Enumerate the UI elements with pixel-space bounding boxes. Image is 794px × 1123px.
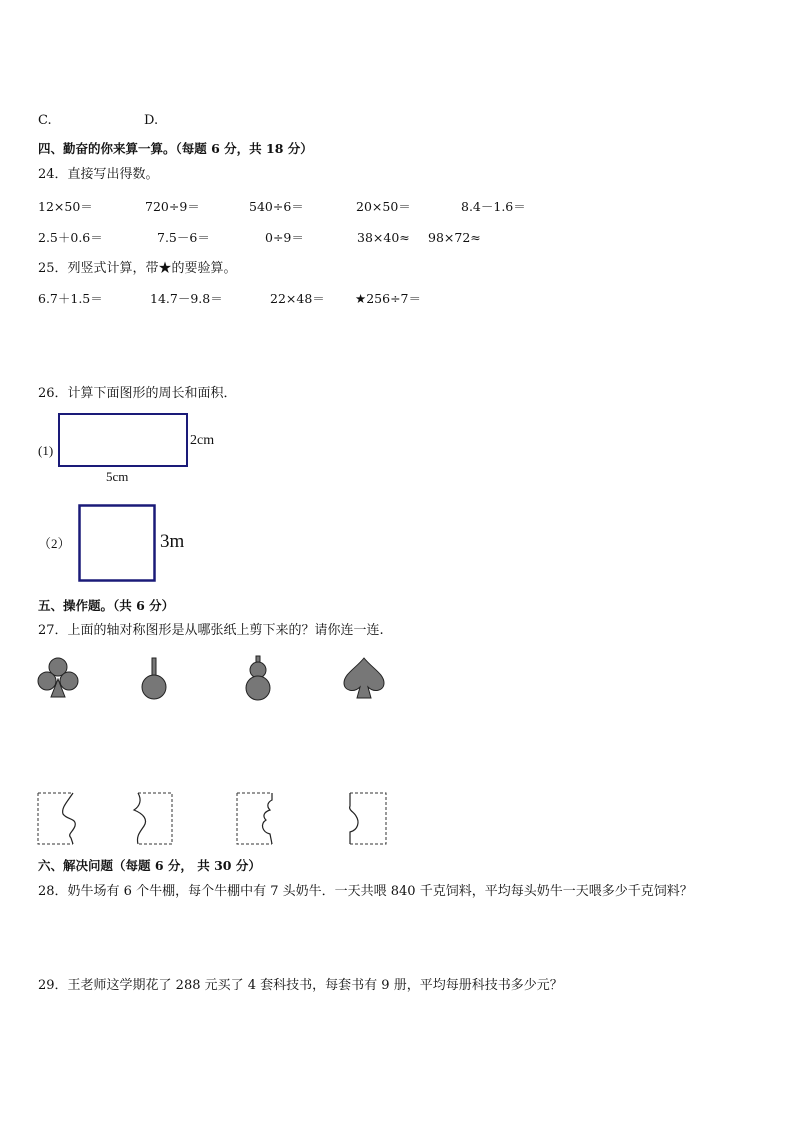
section-5-heading: 五、操作题。（共 6 分）	[38, 598, 175, 613]
option-c: C.	[38, 113, 52, 128]
rectangle-figure	[58, 413, 190, 469]
q24-item: 720÷9＝	[145, 199, 200, 214]
fig1-height-label: 2cm	[190, 433, 215, 448]
section-4-heading: 四、勤奋的你来算一算。（每题 6 分，共 18 分）	[38, 141, 313, 156]
q25-prompt: 25．列竖式计算，带★的要验算。	[38, 261, 237, 276]
q25-item: 14.7－9.8＝	[150, 291, 223, 306]
gourd-icon	[244, 655, 272, 701]
fig2-side-label: 3m	[160, 531, 185, 552]
q26-prompt: 26．计算下面图形的周长和面积．	[38, 386, 237, 401]
q25-item: ★256÷7＝	[355, 291, 421, 306]
q24-item: 98×72≈	[428, 230, 481, 245]
round-tag-icon	[141, 657, 167, 701]
q24-item: 8.4－1.6＝	[461, 199, 526, 214]
spade-icon	[342, 656, 386, 701]
fig2-label: （2）	[38, 536, 71, 551]
q24-prompt: 24．直接写出得数。	[38, 167, 159, 182]
q29-text: 29．王老师这学期花了 288 元买了 4 套科技书，每套书有 9 册，平均每册科技书多少元？	[38, 978, 563, 993]
cutout-3-icon	[236, 792, 278, 846]
cutout-1-icon	[37, 792, 79, 846]
q28-text: 28．奶牛场有 6 个牛棚，每个牛棚中有 7 头奶牛．一天共喂 840 千克饲料，平均每头奶牛一天喂多少千克饲料？	[38, 884, 693, 899]
q25-item: 22×48＝	[270, 291, 325, 306]
q24-item: 540÷6＝	[249, 199, 304, 214]
q24-item: 12×50＝	[38, 199, 93, 214]
q24-item: 7.5－6＝	[157, 230, 210, 245]
fig1-label: (1)	[38, 443, 54, 458]
option-d: D.	[144, 113, 159, 128]
q27-prompt: 27．上面的轴对称图形是从哪张纸上剪下来的？请你连一连.	[38, 623, 384, 638]
fig1-width-label: 5cm	[106, 469, 129, 484]
q24-item: 2.5＋0.6＝	[38, 230, 103, 245]
q24-item: 20×50＝	[356, 199, 411, 214]
q24-item: 0÷9＝	[265, 230, 304, 245]
cutout-2-icon	[132, 792, 174, 846]
cutout-4-icon	[346, 792, 388, 846]
q24-item: 38×40≈	[357, 230, 410, 245]
q25-item: 6.7＋1.5＝	[38, 291, 103, 306]
club-icon	[37, 657, 79, 699]
square-figure	[78, 504, 158, 583]
section-6-heading: 六、解决问题（每题 6 分， 共 30 分）	[38, 858, 261, 873]
